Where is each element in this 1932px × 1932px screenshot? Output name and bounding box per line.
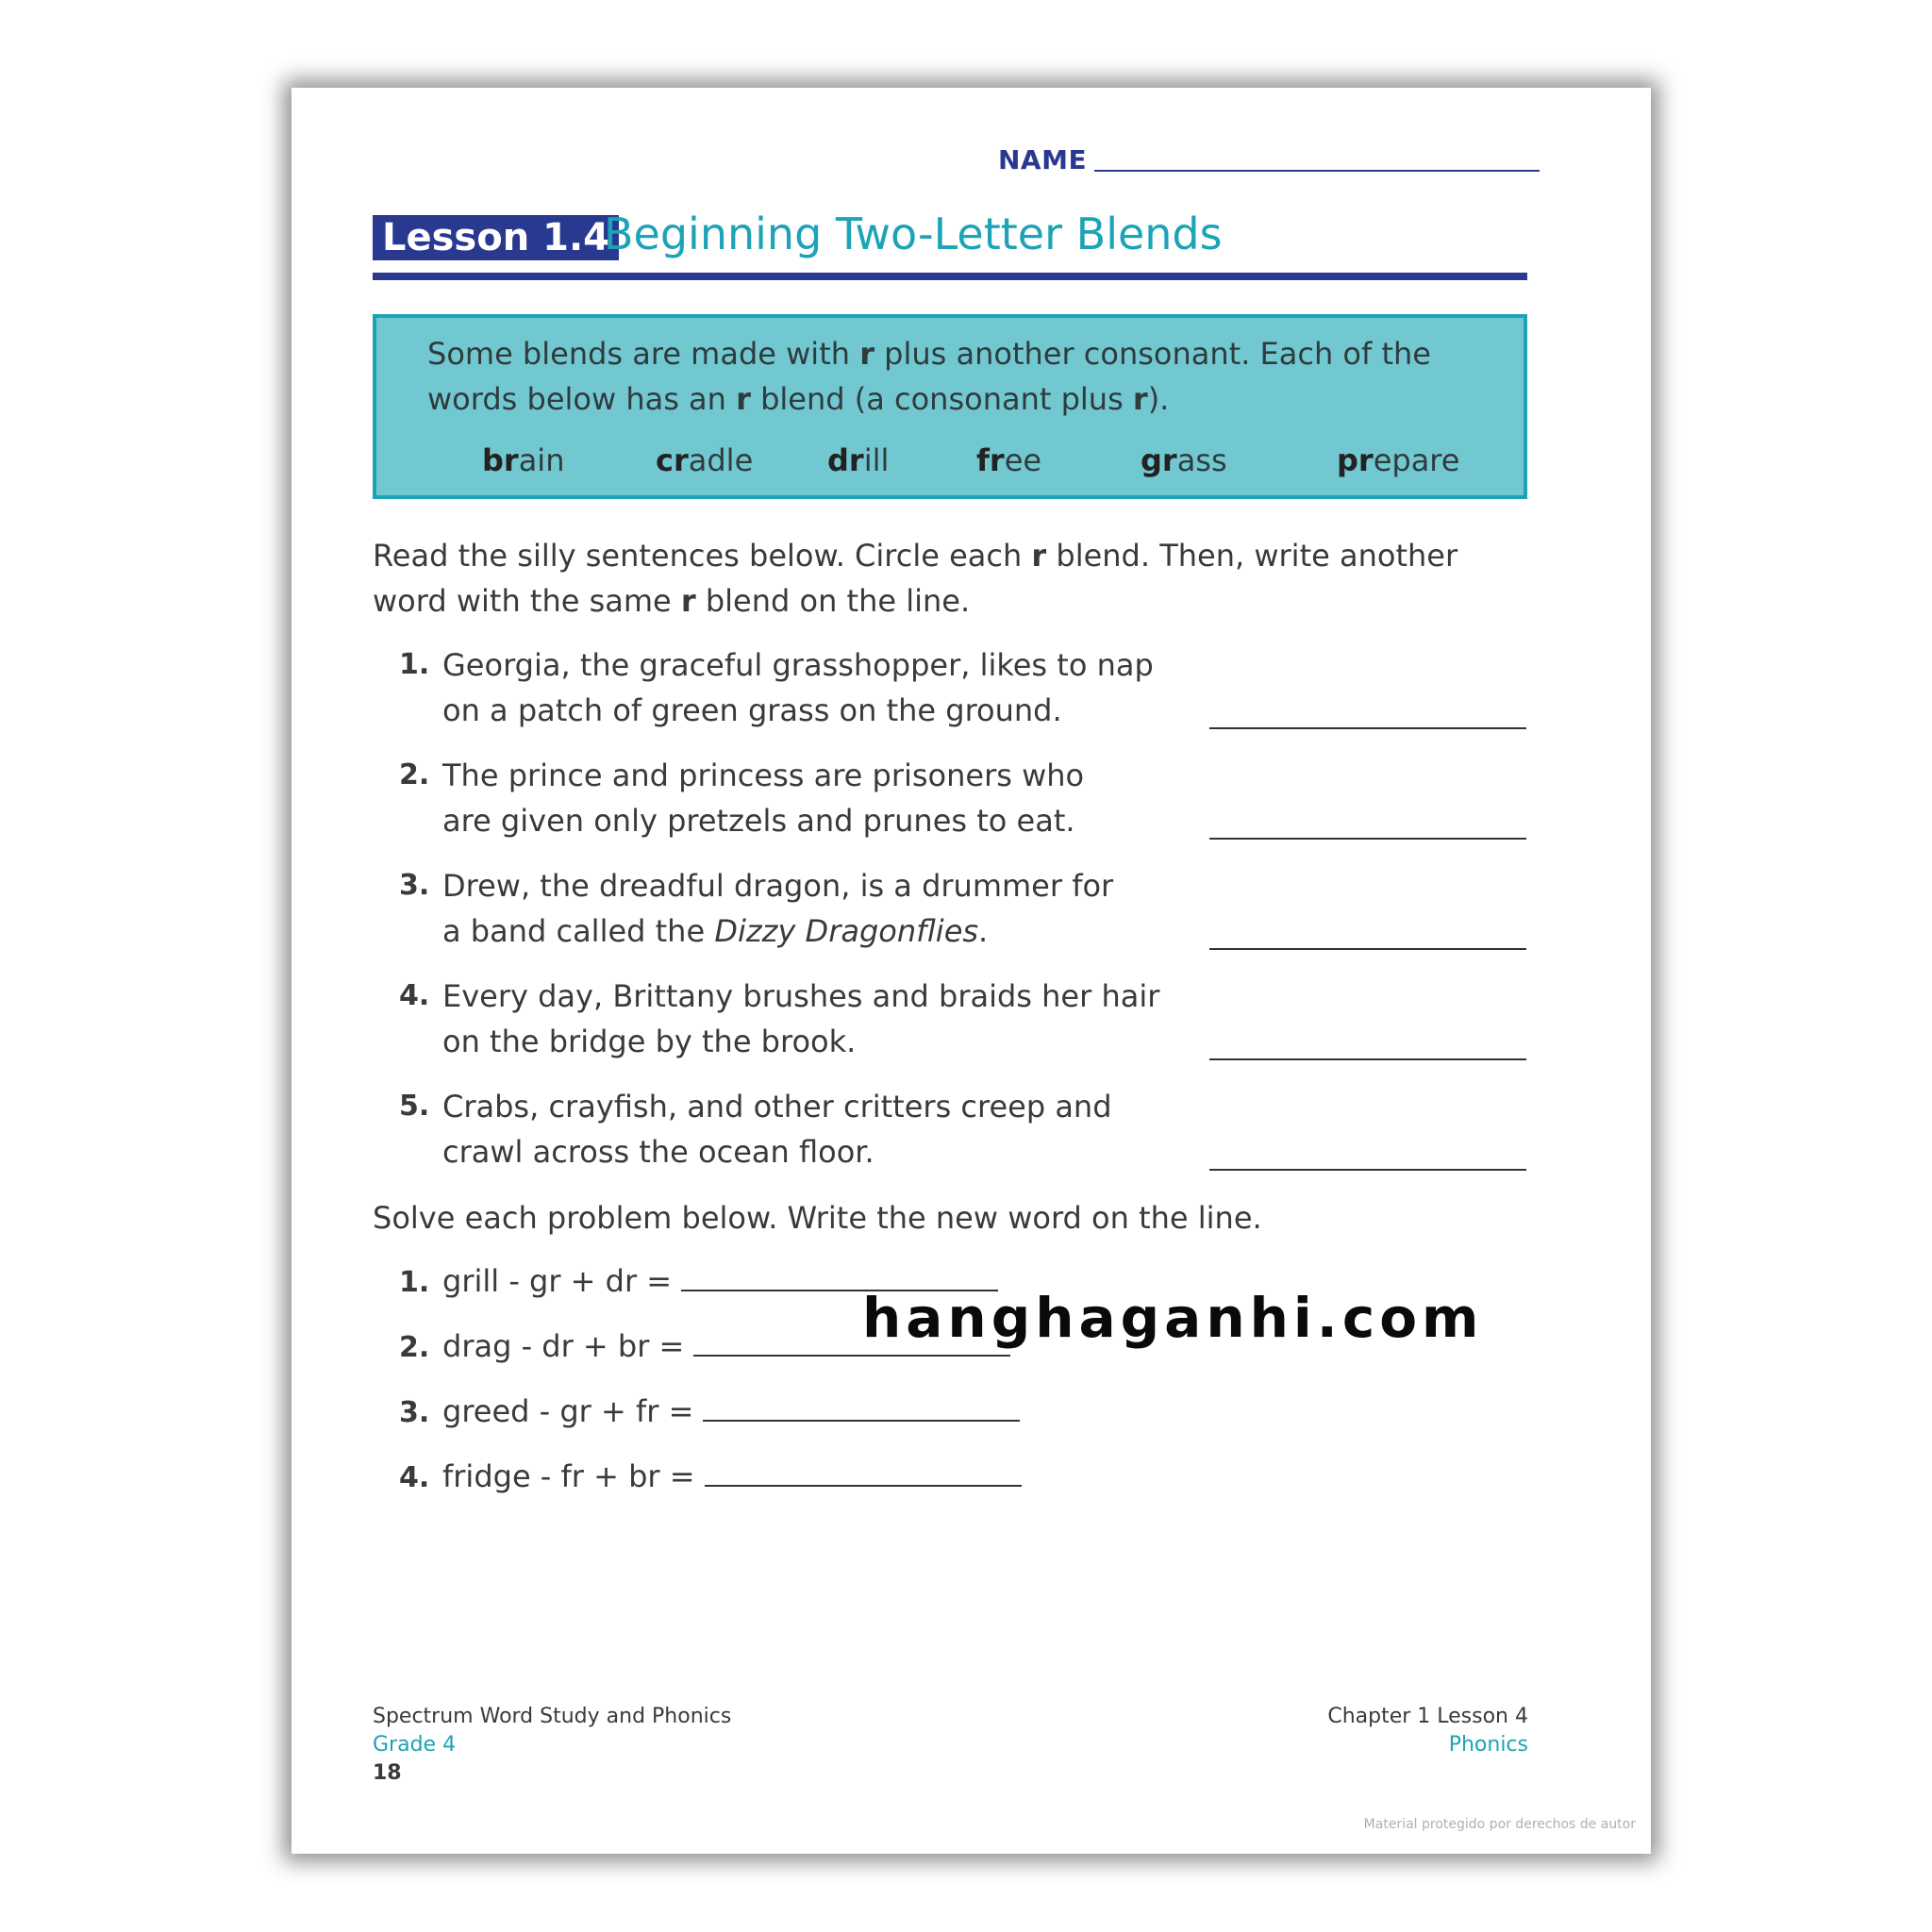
example-word xyxy=(976,442,1041,478)
item-sentence xyxy=(442,863,1113,954)
subject-label: Phonics xyxy=(1448,1733,1528,1757)
info-text-part: blend (a consonant plus xyxy=(750,381,1133,417)
chapter-label: Chapter 1 Lesson 4 xyxy=(1327,1705,1528,1728)
example-rest: ass xyxy=(1176,442,1227,478)
item-sentence xyxy=(442,753,1084,843)
sentence-line: are given only pretzels and prunes to eat. xyxy=(442,803,1075,839)
info-box xyxy=(373,314,1527,499)
sentence-line: Crabs, crayfish, and other critters creep and xyxy=(442,1089,1112,1124)
footer-right xyxy=(1327,1703,1528,1759)
sentence-line: on a patch of green grass on the ground. xyxy=(442,692,1062,728)
problem-number: 2. xyxy=(399,1331,430,1364)
example-blend: fr xyxy=(976,442,1005,478)
name-field xyxy=(998,144,1540,175)
item-number: 1. xyxy=(399,648,430,681)
lesson-title: Beginning Two-Letter Blends xyxy=(604,208,1223,259)
name-line[interactable] xyxy=(1094,170,1540,172)
problem-number: 3. xyxy=(399,1396,430,1429)
sentence-line: Drew, the dreadful dragon, is a drummer for xyxy=(442,868,1114,904)
example-blend: dr xyxy=(827,442,864,478)
example-blend: pr xyxy=(1337,442,1374,478)
problem xyxy=(399,1393,1020,1429)
answer-line[interactable] xyxy=(1209,1058,1526,1060)
answer-line[interactable] xyxy=(1209,948,1526,950)
example-word xyxy=(1337,442,1459,478)
sentence-line: Every day, Brittany brushes and braids her hair xyxy=(442,978,1160,1014)
worksheet-page xyxy=(291,88,1651,1854)
item-number: 4. xyxy=(399,979,430,1012)
example-word xyxy=(482,442,564,478)
sentence-line: on the bridge by the brook. xyxy=(442,1024,857,1059)
info-text-part: ). xyxy=(1147,381,1170,417)
instr-part: blend. Then, write another xyxy=(1046,538,1458,574)
instr-part: Read the silly sentences below. Circle each xyxy=(373,538,1032,574)
copyright-notice: Material protegido por derechos de autor xyxy=(1363,1817,1636,1832)
item-number: 5. xyxy=(399,1090,430,1123)
footer-left xyxy=(373,1703,731,1788)
example-blend: br xyxy=(482,442,519,478)
problem-answer-line[interactable] xyxy=(705,1485,1022,1487)
problem xyxy=(399,1458,1022,1494)
watermark: hanghaganhi.com xyxy=(862,1286,1484,1350)
sentence-line: The prince and princess are prisoners who xyxy=(442,758,1085,793)
answer-line[interactable] xyxy=(1209,838,1526,840)
info-text-part: words below has an xyxy=(427,381,737,417)
problem-text: drag - dr + br = xyxy=(442,1328,685,1364)
instr-bold: r xyxy=(680,583,696,619)
example-word xyxy=(827,442,889,478)
example-rest: ee xyxy=(1004,442,1042,478)
sentence-line: Georgia, the graceful grasshopper, likes to nap xyxy=(442,647,1154,683)
info-text xyxy=(427,331,1431,422)
answer-line[interactable] xyxy=(1209,727,1526,729)
item-number: 3. xyxy=(399,869,430,902)
title-rule xyxy=(373,273,1527,280)
band-name: Dizzy Dragonflies xyxy=(714,913,979,949)
book-title: Spectrum Word Study and Phonics xyxy=(373,1705,732,1728)
info-text-bold: r xyxy=(1132,381,1148,417)
instr-part: word with the same xyxy=(373,583,681,619)
answer-line[interactable] xyxy=(1209,1169,1526,1171)
example-rest: ain xyxy=(518,442,565,478)
info-text-part: Some blends are made with xyxy=(427,336,860,372)
sentence-part: . xyxy=(978,913,989,949)
example-blend: cr xyxy=(656,442,689,478)
example-word xyxy=(1141,442,1227,478)
example-word xyxy=(656,442,753,478)
info-text-bold: r xyxy=(736,381,751,417)
example-rest: epare xyxy=(1373,442,1460,478)
sentence-line xyxy=(442,908,1113,954)
instr-part: blend on the line. xyxy=(695,583,971,619)
item-sentence xyxy=(442,642,1154,733)
page-number: 18 xyxy=(373,1761,402,1785)
problem-answer-line[interactable] xyxy=(693,1355,1010,1357)
sentence-part: a band called the xyxy=(442,913,715,949)
item-number: 2. xyxy=(399,758,430,791)
instr-bold: r xyxy=(1031,538,1047,574)
example-rest: ill xyxy=(863,442,890,478)
problem-text: grill - gr + dr = xyxy=(442,1263,673,1299)
item-sentence xyxy=(442,1084,1112,1174)
name-label: NAME xyxy=(998,144,1088,175)
section2-instructions: Solve each problem below. Write the new word on the line. xyxy=(373,1200,1262,1236)
example-rest: adle xyxy=(688,442,754,478)
example-blend: gr xyxy=(1141,442,1177,478)
item-sentence xyxy=(442,974,1159,1064)
problem-text: greed - gr + fr = xyxy=(442,1393,694,1429)
grade-label: Grade 4 xyxy=(373,1733,457,1757)
lesson-badge: Lesson 1.4 xyxy=(373,215,619,260)
info-text-part: plus another consonant. Each of the xyxy=(874,336,1431,372)
problem-answer-line[interactable] xyxy=(703,1420,1020,1422)
sentence-line: crawl across the ocean floor. xyxy=(442,1134,874,1170)
info-text-bold: r xyxy=(859,336,874,372)
problem-text: fridge - fr + br = xyxy=(442,1458,695,1494)
section1-instructions xyxy=(373,533,1505,624)
problem-number: 4. xyxy=(399,1461,430,1494)
problem-number: 1. xyxy=(399,1266,430,1299)
